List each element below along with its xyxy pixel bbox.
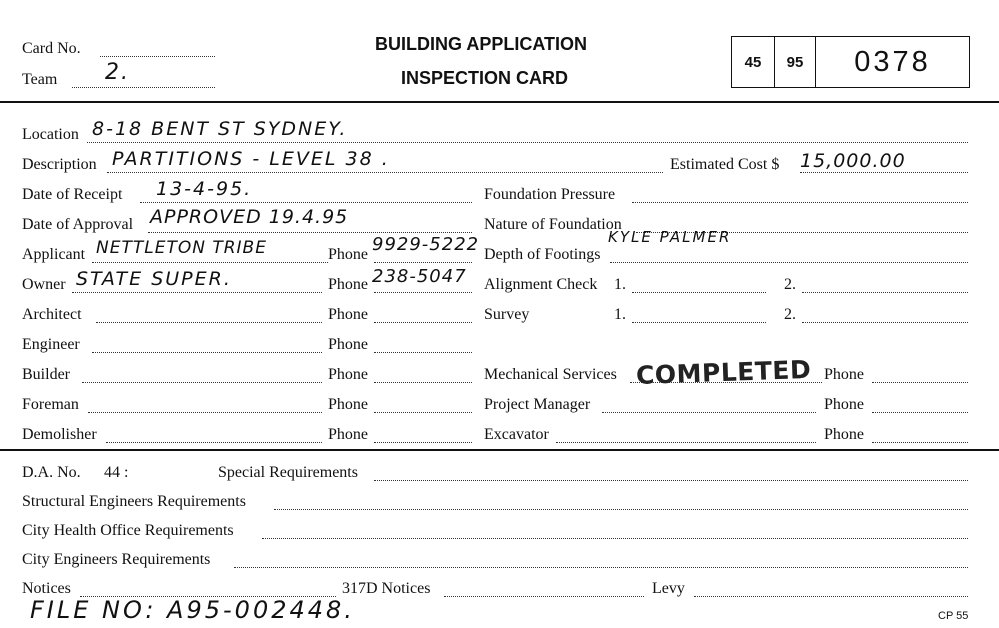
mechanical-phone-field[interactable] bbox=[872, 382, 968, 383]
foreman-phone-field[interactable] bbox=[374, 412, 472, 413]
engineer-phone-field[interactable] bbox=[374, 352, 472, 353]
header-divider bbox=[0, 101, 999, 103]
date-receipt-field[interactable] bbox=[140, 202, 472, 203]
alignment-2-field[interactable] bbox=[802, 292, 968, 293]
applicant-phone-value: 9929-5222 bbox=[372, 234, 480, 255]
architect-phone-field[interactable] bbox=[374, 322, 472, 323]
city-engineers-requirements-field[interactable] bbox=[234, 567, 968, 568]
structural-requirements-field[interactable] bbox=[274, 509, 968, 510]
engineer-label: Engineer bbox=[22, 336, 80, 353]
completed-stamp: COMPLETED bbox=[635, 354, 812, 391]
levy-label: Levy bbox=[652, 580, 685, 597]
location-value: 8-18 BENT ST SYDNEY. bbox=[92, 118, 348, 140]
engineer-field[interactable] bbox=[92, 352, 322, 353]
date-receipt-value: 13-4-95. bbox=[156, 178, 253, 200]
applicant-value: NETTLETON TRIBE bbox=[96, 238, 267, 258]
foundation-pressure-label: Foundation Pressure bbox=[484, 186, 616, 203]
excavator-field[interactable] bbox=[556, 442, 816, 443]
date-approval-value: APPROVED 19.4.95 bbox=[150, 206, 349, 228]
team-value: 2. bbox=[105, 60, 130, 85]
project-manager-phone-label: Phone bbox=[824, 396, 864, 413]
foreman-phone-label: Phone bbox=[328, 396, 368, 413]
title-line1: BUILDING APPLICATION bbox=[375, 34, 587, 54]
alignment-1-label: 1. bbox=[614, 276, 626, 293]
date-receipt-label: Date of Receipt bbox=[22, 186, 123, 203]
notices-label: Notices bbox=[22, 580, 71, 597]
nature-foundation-label: Nature of Foundation bbox=[484, 216, 622, 233]
health-requirements-label: City Health Office Requirements bbox=[22, 522, 234, 539]
architect-label: Architect bbox=[22, 306, 82, 323]
team-label: Team bbox=[22, 71, 58, 88]
box-cell-a bbox=[732, 37, 775, 87]
description-field[interactable] bbox=[107, 172, 663, 173]
mechanical-services-label: Mechanical Services bbox=[484, 366, 617, 383]
alignment-check-label: Alignment Check bbox=[484, 276, 598, 293]
survey-1-label: 1. bbox=[614, 306, 626, 323]
special-requirements-field[interactable] bbox=[374, 480, 968, 481]
city-engineers-requirements-label: City Engineers Requirements bbox=[22, 551, 211, 568]
notices-317d-label: 317D Notices bbox=[342, 580, 431, 597]
section-divider bbox=[0, 449, 999, 451]
date-approval-field[interactable] bbox=[148, 232, 472, 233]
estimated-cost-label: Estimated Cost $ bbox=[670, 156, 780, 173]
foreman-label: Foreman bbox=[22, 396, 79, 413]
demolisher-phone-field[interactable] bbox=[374, 442, 472, 443]
owner-phone-label: Phone bbox=[328, 276, 368, 293]
alignment-1-field[interactable] bbox=[632, 292, 766, 293]
structural-requirements-label: Structural Engineers Requirements bbox=[22, 493, 246, 510]
notices-317d-field[interactable] bbox=[444, 596, 644, 597]
architect-phone-label: Phone bbox=[328, 306, 368, 323]
location-label: Location bbox=[22, 126, 79, 143]
card-no-field[interactable] bbox=[100, 56, 215, 57]
owner-field[interactable] bbox=[72, 292, 322, 293]
date-approval-label: Date of Approval bbox=[22, 216, 134, 233]
foundation-pressure-field[interactable] bbox=[632, 202, 968, 203]
da-no-label: D.A. No. bbox=[22, 464, 81, 481]
builder-phone-field[interactable] bbox=[374, 382, 472, 383]
estimated-cost-field[interactable] bbox=[800, 172, 968, 173]
foreman-field[interactable] bbox=[88, 412, 322, 413]
demolisher-label: Demolisher bbox=[22, 426, 97, 443]
project-manager-phone-field[interactable] bbox=[872, 412, 968, 413]
project-manager-field[interactable] bbox=[602, 412, 816, 413]
box-a-value: 45 bbox=[744, 53, 762, 71]
box-b-value: 95 bbox=[786, 53, 804, 71]
owner-label: Owner bbox=[22, 276, 66, 293]
box-cell-b bbox=[775, 37, 816, 87]
applicant-phone-field[interactable] bbox=[374, 262, 472, 263]
builder-label: Builder bbox=[22, 366, 70, 383]
survey-label: Survey bbox=[484, 306, 530, 323]
box-cell-number bbox=[816, 37, 969, 87]
builder-phone-label: Phone bbox=[328, 366, 368, 383]
demolisher-phone-label: Phone bbox=[328, 426, 368, 443]
project-manager-label: Project Manager bbox=[484, 396, 591, 413]
architect-field[interactable] bbox=[96, 322, 322, 323]
description-value: PARTITIONS - LEVEL 38 . bbox=[112, 148, 390, 170]
depth-footings-note: KYLE PALMER bbox=[608, 228, 732, 246]
excavator-phone-field[interactable] bbox=[872, 442, 968, 443]
da-no-value: 44 : bbox=[104, 464, 129, 481]
excavator-label: Excavator bbox=[484, 426, 549, 443]
title-line2: INSPECTION CARD bbox=[401, 68, 569, 88]
team-field[interactable] bbox=[72, 87, 215, 88]
engineer-phone-label: Phone bbox=[328, 336, 368, 353]
depth-footings-label: Depth of Footings bbox=[484, 246, 601, 263]
applicant-field[interactable] bbox=[92, 262, 328, 263]
owner-phone-value: 238-5047 bbox=[372, 266, 467, 287]
applicant-label: Applicant bbox=[22, 246, 86, 263]
location-field[interactable] bbox=[87, 142, 968, 143]
owner-phone-field[interactable] bbox=[374, 292, 472, 293]
survey-2-field[interactable] bbox=[802, 322, 968, 323]
description-label: Description bbox=[22, 156, 97, 173]
form-code: CP 55 bbox=[938, 610, 969, 622]
box-number-value: 0378 bbox=[854, 45, 931, 78]
levy-field[interactable] bbox=[694, 596, 968, 597]
mechanical-phone-label: Phone bbox=[824, 366, 864, 383]
card-number-box bbox=[731, 36, 970, 88]
estimated-cost-value: 15,000.00 bbox=[800, 150, 906, 172]
special-requirements-label: Special Requirements bbox=[218, 464, 358, 481]
owner-value: STATE SUPER. bbox=[76, 268, 232, 290]
survey-1-field[interactable] bbox=[632, 322, 766, 323]
excavator-phone-label: Phone bbox=[824, 426, 864, 443]
card-no-label: Card No. bbox=[22, 40, 81, 57]
health-requirements-field[interactable] bbox=[262, 538, 968, 539]
builder-field[interactable] bbox=[82, 382, 322, 383]
file-no-handwritten: FILE NO: A95-002448. bbox=[30, 596, 355, 624]
alignment-2-label: 2. bbox=[784, 276, 796, 293]
depth-footings-field[interactable] bbox=[610, 262, 968, 263]
demolisher-field[interactable] bbox=[106, 442, 322, 443]
survey-2-label: 2. bbox=[784, 306, 796, 323]
applicant-phone-label: Phone bbox=[328, 246, 368, 263]
